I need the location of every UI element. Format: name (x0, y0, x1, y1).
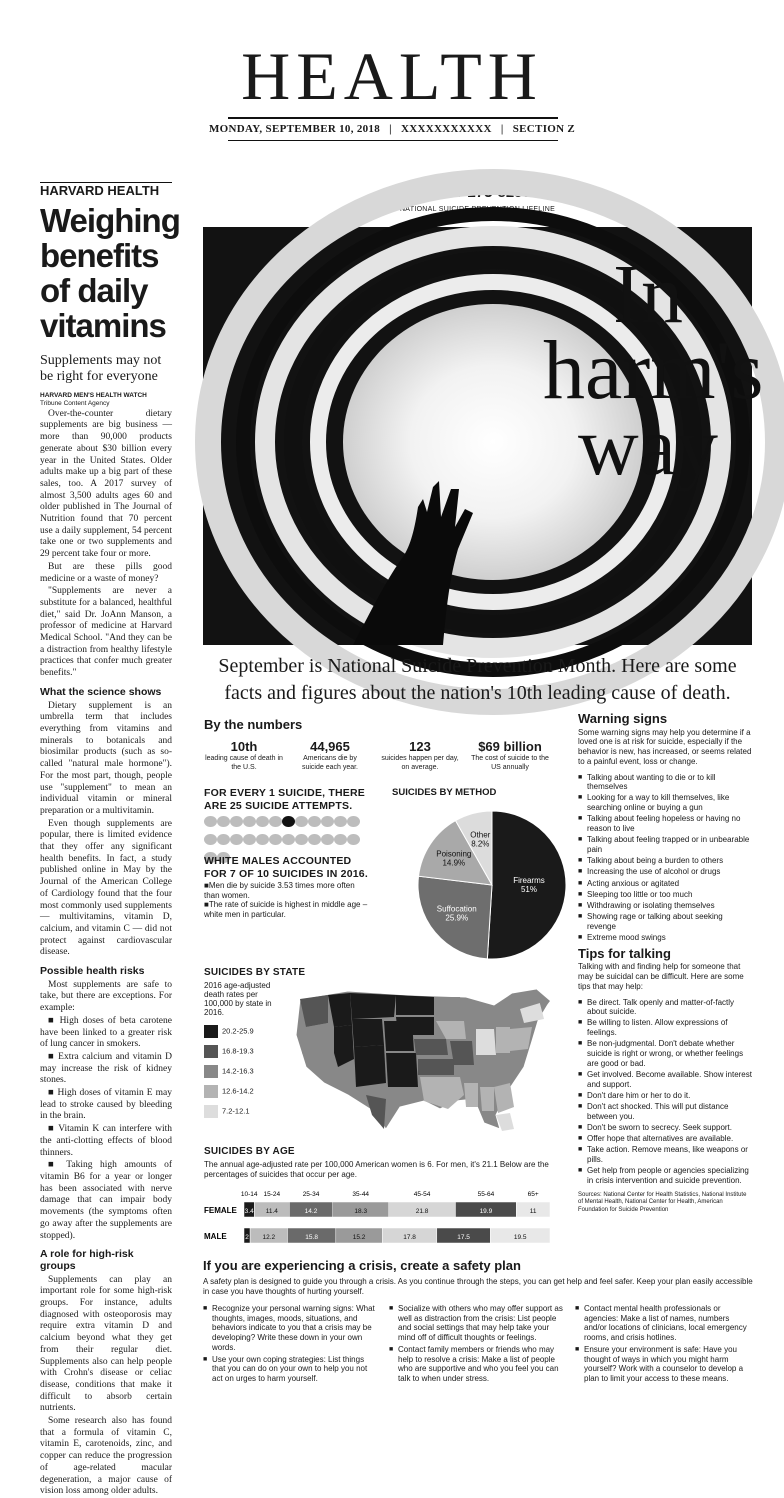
warning-list (578, 773, 753, 943)
subhead-science: What the science shows (40, 685, 162, 698)
section-title: HEALTH (241, 38, 543, 114)
legend-swatch (204, 1105, 218, 1118)
attempt-dot (282, 834, 295, 845)
sources-note: Sources: National Center for Health Statistics, National Institute of Mental Health, National Center for Health, American Foundation for Suicide Prevention (578, 1191, 747, 1213)
age-bar-value: 11 (529, 1208, 537, 1215)
warning-item: ■ Acting anxious or agitated (578, 879, 753, 889)
legend-item (204, 1025, 254, 1038)
dateline: MONDAY, SEPTEMBER 10, 2018 | XXXXXXXXXXX | SECTION Z (208, 123, 576, 135)
article-paragraph: But are these pills good medicine or a waste of money? (40, 561, 172, 584)
safety-heading: If you are experiencing a crisis, create a safety plan (203, 1258, 521, 1273)
article-paragraph: "Supplements are never a substitute for a balanced, healthful diet," said Dr. JoAnn Manson, a professor of medicine at Harvard Medical School. "And they can be a distraction from healthy lifestyle practices that confer much greater benefits." (40, 586, 172, 679)
stat-value: 44,965 (310, 739, 350, 754)
masthead-rule-top (228, 117, 558, 119)
article-agency: Tribune Content Agency (40, 399, 110, 407)
attempt-dot (204, 816, 217, 827)
risk-item: ■ Extra calcium and vitamin D may increase the risk of kidney stones. (40, 1052, 172, 1087)
warning-item: ■ Talking about feeling trapped or in unbearable pain (578, 835, 753, 854)
tip-item: ■ Don't act shocked. This will put distance between you. (578, 1102, 753, 1121)
tip-item: ■ Be willing to listen. Allow expressions of feelings. (578, 1018, 753, 1037)
article-deck: Supplements may not be right for everyone (40, 352, 162, 384)
article-paragraph: Most supplements are safe to take, but there are exceptions. For example: (40, 979, 172, 1014)
state-map-title: SUICIDES BY STATE (204, 967, 306, 978)
pie-label: Firearms 51% (513, 876, 545, 895)
suicide-dot (282, 816, 295, 827)
attempt-dot (321, 816, 334, 827)
age-bar-value: 15.8 (305, 1234, 318, 1241)
warning-item: ■ Talking about being a burden to others (578, 856, 753, 866)
safety-step: ■ Recognize your personal warning signs: What thoughts, images, moods, situations, and behaviors indicate to you that a crisis may be developing? Write these down in your own words. (203, 1304, 378, 1353)
attempt-dot (230, 816, 243, 827)
tip-item: ■ Don't dare him or her to do it. (578, 1091, 753, 1101)
series-label: FEMALE (204, 1206, 237, 1215)
stat-label: Americans die by suicide each year. (301, 755, 359, 771)
stat-cost (470, 739, 550, 772)
age-bar-value: 19.9 (479, 1208, 493, 1215)
article-paragraph: Some research also has found that a formula of vitamin C, vitamin E, carotenoids, zinc, and copper can reduce the progression of age-related macular degeneration, a major cause of vision loss among older adults. (40, 1416, 172, 1497)
attempt-dot (347, 834, 360, 845)
article-byline: HARVARD MEN'S HEALTH WATCH (40, 391, 147, 399)
tip-item: ■ Don't be sworn to secrecy. Seek support. (578, 1123, 753, 1133)
legend-label: 20.2-25.9 (222, 1026, 254, 1036)
attempt-dot (243, 834, 256, 845)
legend-label: 12.6-14.2 (222, 1086, 254, 1096)
age-bar-value: 15.2 (352, 1234, 366, 1241)
age-bar-chart (204, 1188, 554, 1254)
legend-swatch (204, 1065, 218, 1078)
males-bullet: ■ The rate of suicide is highest in middle age – white men in particular. (204, 900, 369, 919)
safety-lead: A safety plan is designed to guide you through a crisis. As you continue through the steps, you can get help and feel safer. Keep your plan easily accessible in case you have thoughts of hurting yourself. (203, 1277, 753, 1296)
pie-title: SUICIDES BY METHOD (392, 787, 497, 798)
series-label: MALE (204, 1232, 227, 1241)
risk-item: ■ Taking high amounts of vitamin B6 for a year or longer has been associated with nerve damage that can impair body movements (the symptoms often go away after the supplements are stopped). (40, 1160, 172, 1242)
warning-item: ■ Increasing the use of alcohol or drugs (578, 867, 753, 877)
age-category-label: 25-34 (302, 1191, 320, 1198)
attempt-dot (347, 816, 360, 827)
age-bar-value: 17.5 (457, 1234, 470, 1241)
stat-label: The cost of suicide to the US annually (471, 755, 549, 771)
attempt-dot (308, 816, 321, 827)
safety-step: ■ Contact mental health professionals or agencies: Make a list of names, numbers and/or locations of clinicians, local emergency rooms, and crisis hotlines. (575, 1304, 753, 1343)
article-paragraph: Dietary supplement is an umbrella term that includes everything from vitamins and minerals to botanicals and biosimilar products (such as so-called "natural male hormone"). For the most part, though, people use "supplement" to mean an individual vitamin or mineral preparation or a multivitamin. (40, 700, 172, 816)
stat-value: 10th (230, 739, 258, 754)
numbers-heading: By the numbers (204, 717, 303, 732)
tip-item: ■ Be non-judgmental. Don't debate whether suicide is right or wrong, or whether feelings are good or bad. (578, 1039, 753, 1068)
attempt-dot (269, 816, 282, 827)
tip-item: ■ Get help from people or agencies specializing in crisis intervention and suicide prevention. (578, 1166, 753, 1185)
attempt-dot (217, 816, 230, 827)
age-category-label: 45-54 (413, 1191, 431, 1198)
age-bar-value: 21.8 (415, 1208, 429, 1215)
safety-column-1 (203, 1304, 378, 1386)
risk-item: ■ Vitamin K can interfere with the anti-clotting effects of blood thinners. (40, 1124, 172, 1159)
safety-step: ■ Ensure your environment is safe: Have you thought of ways in which you might harm yourself? Work with a counselor to develop a plan to limit your access to these means. (575, 1345, 753, 1384)
age-chart-note: The annual age-adjusted rate per 100,000 American women is 6. For men, it's 21.1 Below are the percentages of suicides that occur per age. (204, 1160, 549, 1179)
age-bar-value: 12.2 (262, 1234, 276, 1241)
age-bar-value: 11.4 (265, 1208, 278, 1215)
stat-per-day (380, 739, 460, 772)
legend-item (204, 1105, 250, 1118)
safety-step: ■ Use your own coping strategies: List things that you can do on your own to help you not act on urges to harm yourself. (203, 1355, 378, 1384)
safety-column-2 (389, 1304, 564, 1386)
state-map-subtitle: 2016 age-adjusted death rates per 100,000 by state in 2016. (204, 981, 272, 1017)
attempt-dot (243, 816, 256, 827)
tip-item: ■ Offer hope that alternatives are available. (578, 1134, 753, 1144)
legend-item (204, 1065, 254, 1078)
attempts-heading: FOR EVERY 1 SUICIDE, THERE ARE 25 SUICIDE ATTEMPTS. (204, 787, 365, 812)
stat-label: leading cause of death in the U.S. (205, 755, 283, 771)
warning-tips-column (578, 711, 753, 1214)
masthead (0, 0, 784, 160)
warning-item: ■ Talking about wanting to die or to kill themselves (578, 773, 753, 792)
legend-label: 14.2-16.3 (222, 1066, 254, 1076)
legend-swatch (204, 1045, 218, 1058)
warning-item: ■ Looking for a way to kill themselves, like searching online or buying a gun (578, 793, 753, 812)
age-chart-title: SUICIDES BY AGE (204, 1146, 295, 1157)
hero-headline: In harm's way (543, 248, 764, 493)
age-bar-value: 3.4 (244, 1208, 254, 1215)
masthead-rule-bottom (228, 140, 558, 141)
males-bullet: ■ Men die by suicide 3.53 times more often than women. (204, 881, 369, 900)
article-paragraph: Even though supplements are popular, there is limited evidence that they offer any significant health benefits. In fact, a study published online in May by the Journal of the American College of Cardiology found that the four most commonly used supplements — multivitamins, vitamin D, calcium, and vitamin C — did not protect against cardiovascular disease. (40, 818, 172, 958)
age-bar-value: 18.3 (354, 1208, 368, 1215)
warning-item: ■ Talking about feeling hopeless or having no reason to live (578, 814, 753, 833)
attempt-dot (256, 816, 269, 827)
warning-item: ■ Extreme mood swings (578, 933, 753, 943)
safety-step: ■ Socialize with others who may offer support as well as distraction from the crisis: List people and social settings that may help take your mind off of difficult thoughts or feelings. (389, 1304, 564, 1343)
tip-item: ■ Take action. Remove means, like weapons or pills. (578, 1145, 753, 1164)
legend-item (204, 1085, 254, 1098)
warning-item: ■ Showing rage or talking about seeking revenge (578, 912, 753, 931)
method-pie-chart (388, 799, 568, 965)
article-kicker: HARVARD HEALTH (40, 182, 172, 197)
subhead-risks: Possible health risks (40, 965, 145, 978)
warning-heading: Warning signs (578, 711, 668, 726)
attempt-dot (321, 834, 334, 845)
legend-swatch (204, 1085, 218, 1098)
attempt-dot (217, 834, 230, 845)
males-heading: WHITE MALES ACCOUNTED FOR 7 OF 10 SUICIDES IN 2016. (204, 855, 368, 880)
pie-label: Other 8.2% (470, 830, 491, 849)
warning-item: ■ Sleeping too little or too much (578, 890, 753, 900)
tip-item: ■ Get involved. Become available. Show interest and support. (578, 1070, 753, 1089)
age-category-label: 65+ (527, 1191, 539, 1198)
legend-label: 16.8-19.3 (222, 1046, 254, 1056)
attempt-dot (334, 816, 347, 827)
legend-item (204, 1045, 254, 1058)
attempt-dot (204, 834, 217, 845)
attempt-dot (334, 834, 347, 845)
age-category-label: 35-44 (352, 1191, 370, 1198)
tips-heading: Tips for talking (578, 945, 671, 961)
warning-item: ■ Withdrawing or isolating themselves (578, 901, 753, 911)
attempt-dot (230, 834, 243, 845)
intro-text: September is National Suicide Prevention Month. Here are some facts and figures about the nation's 10th leading cause of death. (218, 655, 737, 704)
tips-intro: Talking with and finding help for someone that may be suicidal can be difficult. Here are some tips that may help: (578, 962, 744, 991)
stat-leading-cause (204, 739, 284, 772)
hotline-label: NATIONAL SUICIDE PREVENTION LIFELINE (399, 206, 556, 213)
us-state-map (288, 983, 564, 1133)
hero-photo (203, 227, 764, 645)
attempt-dot (295, 816, 308, 827)
stat-value: 123 (409, 739, 431, 754)
article-paragraph: Supplements can play an important role for some high-risk groups. For instance, adults diagnosed with osteoporosis may require extra vitamin D and calcium beyond what they get from their regular diet. Supplements also can help people with Crohn's disease or celiac disease, conditions that make it difficult to absorb certain nutrients. (40, 1274, 172, 1414)
article-paragraph: Over-the-counter dietary supplements are big business — more than 90,000 products generate about $30 billion every year in the United States. Older adults make up a big part of these sales, too. A 2017 survey of almost 3,500 adults ages 60 and older published in The Journal of Nutrition found that 70 percent use a daily supplement, 54 percent take one or two supplements and 29 percent take four or more. (40, 408, 172, 560)
age-category-label: 10-14 (240, 1191, 258, 1198)
attempt-dot (256, 834, 269, 845)
males-bullets (204, 881, 369, 919)
subhead-role: A role for high-risk groups (40, 1248, 134, 1272)
hotline-number: 1-800-273-8255 (424, 184, 531, 201)
age-bar-value: 2 (245, 1234, 249, 1241)
stat-deaths (292, 739, 368, 772)
risk-item: ■ High doses of vitamin E may lead to stroke caused by bleeding in the brain. (40, 1088, 172, 1123)
safety-column-3 (575, 1304, 753, 1386)
age-category-label: 55-64 (477, 1191, 495, 1198)
warning-intro: Some warning signs may help you determine if a loved one is at risk for suicide, especially if the behavior is new, has increased, or seems related to a painful event, loss or change. (578, 727, 752, 766)
pie-label: Poisoning 14.9% (436, 849, 472, 868)
safety-plan (203, 1258, 753, 1383)
attempt-dot (295, 834, 308, 845)
vitamins-article (40, 182, 180, 1498)
legend-label: 7.2-12.1 (222, 1106, 250, 1116)
pie-label: Suffocation 25.9% (436, 904, 477, 923)
age-bar-value: 17.8 (403, 1234, 416, 1241)
stat-label: suicides happen per day, on average. (381, 755, 459, 771)
tips-list (578, 998, 753, 1186)
stat-value: $69 billion (478, 739, 542, 754)
legend-swatch (204, 1025, 218, 1038)
risk-item: ■ High doses of beta carotene have been linked to a greater risk of lung cancer in smokers. (40, 1016, 172, 1051)
attempt-dot (308, 834, 321, 845)
age-bar-value: 19.5 (513, 1234, 527, 1241)
safety-step: ■ Contact family members or friends who may help to resolve a crisis: Make a list of people who are supportive and who you feel you can talk to when under stress. (389, 1345, 564, 1384)
age-category-label: 15-24 (263, 1191, 281, 1198)
attempt-dot (269, 834, 282, 845)
tip-item: ■ Be direct. Talk openly and matter-of-factly about suicide. (578, 998, 753, 1017)
article-headline: Weighing benefits of daily vitamins (40, 201, 180, 344)
age-bar-value: 14.2 (304, 1208, 318, 1215)
